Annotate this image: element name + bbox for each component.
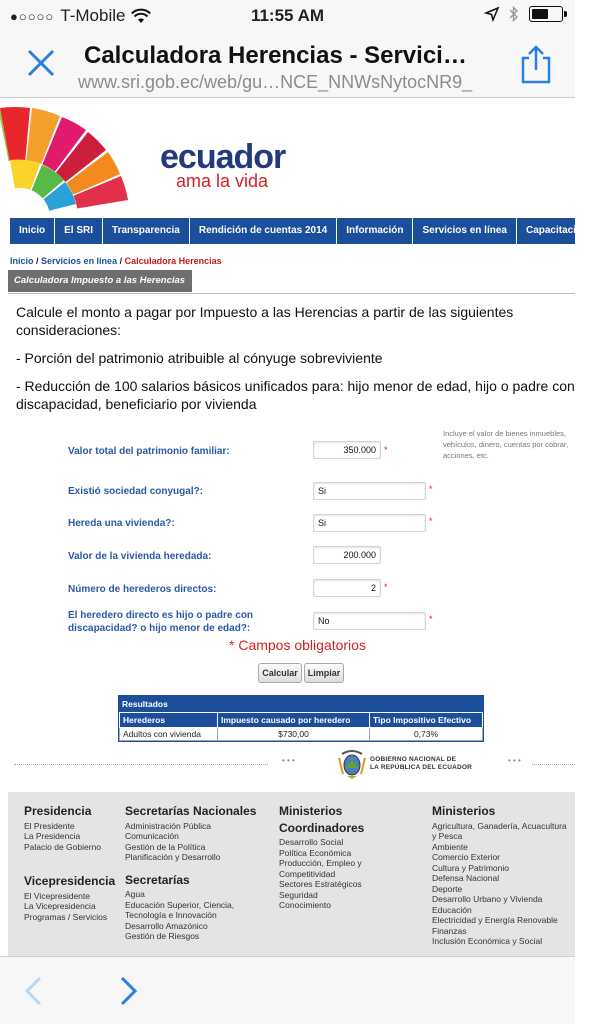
calcular-button[interactable]: Calcular [258, 663, 302, 683]
gobierno-divider [14, 746, 575, 782]
footer-heading: Ministerios [279, 804, 343, 818]
footer-link[interactable]: Educación Superior, Ciencia, [125, 899, 235, 910]
clock: 11:55 AM [250, 6, 325, 25]
footer-link[interactable]: Desarrollo Social [279, 837, 344, 847]
nav-item-informacion[interactable]: Información [337, 218, 413, 244]
limpiar-button[interactable]: Limpiar [304, 663, 344, 683]
footer-heading: Ministerios [432, 804, 496, 818]
back-icon[interactable] [22, 975, 44, 1007]
footer-link[interactable]: Administración Pública [125, 820, 211, 831]
column-header: Impuesto causado por heredero [218, 713, 370, 728]
footer-link[interactable]: El Presidente [24, 820, 75, 831]
discapacidad-select[interactable]: No [313, 612, 426, 630]
divider [8, 293, 575, 294]
footer-link[interactable]: La Vicepresidencia [24, 901, 96, 911]
footer-link[interactable]: Deporte [432, 883, 463, 894]
footer-link[interactable]: Comunicación [125, 831, 179, 841]
nav-item-rendicion[interactable]: Rendición de cuentas 2014 [190, 218, 337, 244]
breadcrumb [10, 256, 222, 266]
valor-vivienda-input[interactable]: 200.000 [313, 546, 381, 564]
breadcrumb-separator: / [117, 256, 125, 266]
herederos-input[interactable]: 2 [313, 579, 381, 597]
footer-heading: Secretarías Nacionales [125, 804, 257, 818]
intro-paragraph: Calcule el monto a pagar por Impuesto a las Herencias a partir de las siguientes consideraciones: [16, 304, 514, 338]
intro-bullet-conyuge: - Porción del patrimonio atribuible al cónyuge sobreviviente [16, 350, 383, 366]
footer-link[interactable]: Sectores Estratégicos [279, 879, 362, 889]
intro-text [16, 303, 586, 423]
footer-link[interactable]: Desarrollo Amazónico [125, 920, 208, 931]
footer-heading: Vicepresidencia [24, 874, 116, 888]
footer-link[interactable]: Ambiente [432, 841, 468, 852]
results-title: Resultados [119, 696, 483, 712]
logo-slogan: ama la vida [176, 171, 269, 191]
herederos-label: Número de herederos directos: [68, 584, 217, 595]
footer-link[interactable]: Agricultura, Ganadería, Acuacultura [432, 820, 567, 831]
footer-heading: Coordinadores [279, 820, 365, 835]
sociedad-label: Existió sociedad conyugal?: [68, 486, 204, 497]
table-cell: Adultos con vivienda [120, 728, 218, 741]
intro-bullet-reduccion: - Reducción de 100 salarios básicos unificados para: hijo menor de edad, hijo o padre con discapacidad, beneficiario por vivienda [16, 378, 575, 412]
sociedad-select[interactable]: Si [313, 482, 426, 500]
nav-item-capacitacion[interactable]: Capacitacion [517, 218, 598, 244]
table-cell: $730,00 [218, 728, 370, 741]
nav-item-inicio[interactable]: Inicio [10, 218, 55, 244]
footer-link[interactable]: Competitividad [279, 868, 336, 879]
column-header: Herederos [120, 713, 218, 728]
nav-item-servicios[interactable]: Servicios en línea [413, 218, 517, 244]
browser-header [0, 34, 575, 98]
divider [532, 764, 575, 765]
coat-of-arms-icon [338, 748, 366, 780]
site-footer [8, 792, 575, 956]
footer-link[interactable]: Conocimiento [279, 900, 331, 910]
footer-link[interactable]: Seguridad [279, 889, 318, 900]
required-asterisk: * [384, 445, 388, 455]
ecuador-swirl-logo [0, 98, 140, 218]
footer-link[interactable]: Educación [432, 904, 472, 915]
signal-strength-icon: ●○○○○ [10, 8, 55, 24]
patrimonio-input[interactable]: 350.000 [313, 441, 381, 459]
footer-link[interactable]: y Pesca [432, 831, 463, 841]
footer-link[interactable]: El Vicepresidente [24, 890, 90, 901]
footer-link[interactable]: Cultura y Patrimonio [432, 862, 510, 873]
breadcrumb-current: Calculadora Herencias [124, 256, 222, 266]
gobierno-line1: GOBIERNO NACIONAL DE [370, 756, 457, 763]
footer-link[interactable]: Palacio de Gobierno [24, 841, 102, 852]
breadcrumb-servicios[interactable]: Servicios en línea [41, 256, 118, 266]
footer-col-ministerios [432, 806, 575, 947]
breadcrumb-separator: / [33, 256, 42, 266]
vivienda-select[interactable]: Si [313, 514, 426, 532]
logo-ecuador: ecuador [160, 138, 286, 176]
table-header-row [120, 713, 483, 728]
footer-heading: Presidencia [24, 804, 92, 818]
location-icon [485, 7, 499, 21]
web-page [0, 98, 589, 956]
valor-vivienda-label: Valor de la vivienda heredada: [68, 551, 212, 562]
footer-link[interactable]: Gestión de Riesgos [125, 931, 200, 941]
footer-link[interactable]: Inclusión Económica y Social [432, 936, 543, 946]
divider-dots: • • • [508, 756, 521, 765]
main-nav [10, 218, 589, 244]
required-asterisk: * [429, 516, 433, 526]
patrimonio-label: Valor total del patrimonio familiar: [68, 446, 230, 457]
footer-link[interactable]: Defensa Nacional [432, 873, 500, 883]
browser-toolbar [0, 956, 575, 1024]
vivienda-label: Hereda una vivienda?: [68, 518, 175, 529]
column-header: Tipo Impositivo Efectivo [370, 713, 483, 728]
required-asterisk: * [429, 614, 433, 624]
footer-heading: Secretarías [125, 872, 190, 887]
required-asterisk: * [384, 582, 388, 592]
footer-link[interactable]: Política Económica [279, 847, 352, 858]
breadcrumb-home[interactable]: Inicio [10, 256, 34, 266]
footer-link[interactable]: Desarrollo Urbano y Vivienda [432, 894, 543, 904]
patrimonio-help-text: Incluye el valor de bienes inmuebles, vehículos, dinero, cuentas por cobrar, acciones, etc. [443, 429, 569, 460]
footer-link[interactable]: Producción, Empleo y [279, 858, 362, 868]
section-title: Calculadora Impuesto a las Herencias [8, 270, 192, 292]
footer-link[interactable]: La Presidencia [24, 831, 81, 841]
bluetooth-icon [509, 6, 519, 22]
footer-col-secretarias [125, 806, 256, 942]
required-fields-note: * Campos obligatorios [229, 637, 366, 653]
divider [14, 764, 268, 765]
url-field[interactable]: www.sri.gob.ec/web/gu…NCE_NNWsNytocNR9_ [78, 72, 473, 92]
gobierno-line2: LA REPÚBLICA DEL ECUADOR [370, 764, 473, 771]
gobierno-text [370, 756, 472, 772]
footer-link[interactable]: Tecnología e Innovación [125, 910, 217, 920]
divider-dots: • • • [282, 756, 295, 765]
footer-col-presidencia [24, 806, 115, 922]
footer-link[interactable]: Gestión de la Política [125, 841, 206, 852]
table-row [120, 728, 483, 741]
required-asterisk: * [429, 484, 433, 494]
footer-col-coordinadores [279, 806, 364, 911]
nav-item-el-sri[interactable]: El SRI [55, 218, 103, 244]
footer-link[interactable]: Finanzas [432, 925, 467, 936]
table-cell: 0,73% [370, 728, 483, 741]
close-icon[interactable] [24, 46, 58, 80]
forward-icon[interactable] [118, 975, 140, 1007]
footer-link[interactable]: Programas / Servicios [24, 911, 108, 922]
discapacidad-label: El heredero directo es hijo o padre con discapacidad? o hijo menor de edad?: [68, 610, 254, 634]
footer-link[interactable]: Comercio Exterior [432, 852, 501, 862]
nav-item-transparencia[interactable]: Transparencia [103, 218, 190, 244]
footer-link[interactable]: Agua [125, 889, 145, 899]
battery-icon [529, 6, 563, 22]
footer-link[interactable]: Electricidad y Energía Renovable [432, 915, 558, 925]
status-bar [0, 0, 575, 34]
footer-link[interactable]: Planificación y Desarrollo [125, 852, 221, 862]
carrier-name: T-Mobile [60, 6, 126, 25]
results-table [118, 695, 484, 742]
share-icon[interactable] [519, 44, 553, 84]
site-logo[interactable] [160, 138, 285, 192]
page-title[interactable]: Calculadora Herencias - Servici… [84, 42, 467, 69]
